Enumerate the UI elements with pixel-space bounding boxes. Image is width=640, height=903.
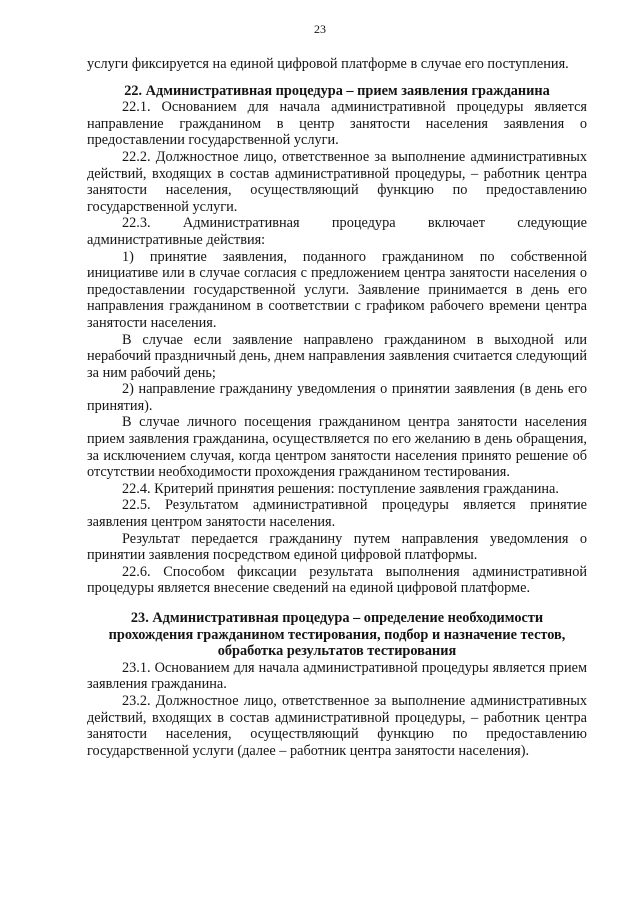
paragraph-22-6: 22.6. Способом фиксации результата выполнения административной процедуры является внесение сведений на единой цифровой платформе. (87, 563, 587, 597)
section-23-heading-line-3: обработка результатов тестирования (217, 643, 457, 660)
paragraph-personal-visit: В случае личного посещения гражданином центра занятости населения прием заявления гражданина, осуществляется по его желанию в день обращения, за исключением случая, когда центром занятости населения принято решение об отсутствии необходимости прохождения гражданином тестирования. (87, 414, 587, 481)
page-number: 23 (314, 22, 326, 36)
paragraph-22-2: 22.2. Должностное лицо, ответственное за выполнение административных действий, входящих в состав административной процедуры, – работник центра занятости населения, осуществляющий функцию по предоставлению государственной услуги. (87, 148, 587, 215)
paragraph-weekend-rule: В случае если заявление направлено гражданином в выходной или нерабочий праздничный день, днем направления заявления считается следующий за ним рабочий день; (87, 331, 587, 381)
section-23-heading (87, 610, 587, 660)
paragraph-22-4: 22.4. Критерий принятия решения: поступление заявления гражданина. (122, 480, 559, 497)
section-23-heading-line-2: прохождения гражданином тестирования, подбор и назначение тестов, (108, 626, 566, 643)
page-content (87, 56, 587, 759)
paragraph-23-2: 23.2. Должностное лицо, ответственное за выполнение административных действий, входящих в состав административной процедуры, – работник центра занятости населения, осуществляющий функцию по предоставлению государственной услуги (далее – работник центра занятости населения). (87, 692, 587, 759)
paragraph-22-1: 22.1. Основанием для начала административной процедуры является направление гражданином в центр занятости населения заявления о предоставлении государственной услуги. (87, 99, 587, 149)
section-23-heading-line-1: 23. Административная процедура – определение необходимости (130, 610, 544, 626)
continuation-paragraph: услуги фиксируется на единой цифровой платформе в случае его поступления. (87, 56, 569, 72)
list-item-1: 1) принятие заявления, поданного гражданином по собственной инициативе или в случае согласия с предложением центра занятости населения о предоставлении государственной услуги. Заявление принимается в день его направления гражданином в соответствии с графиком рабочего времени центра занятости населения. (87, 248, 587, 331)
paragraph-22-5: 22.5. Результатом административной процедуры является принятие заявления центром занятости населения. (87, 497, 587, 531)
paragraph-23-1: 23.1. Основанием для начала административной процедуры является прием заявления гражданина. (87, 659, 587, 693)
section-22-heading: 22. Административная процедура – прием заявления гражданина (124, 82, 550, 99)
paragraph-result-transfer: Результат передается гражданину путем направления уведомления о принятии заявления посредством единой цифровой платформы. (87, 530, 587, 564)
list-item-2: 2) направление гражданину уведомления о принятии заявления (в день его принятия). (87, 381, 587, 414)
paragraph-22-3: 22.3. Административная процедура включает следующие административные действия: (87, 215, 587, 248)
